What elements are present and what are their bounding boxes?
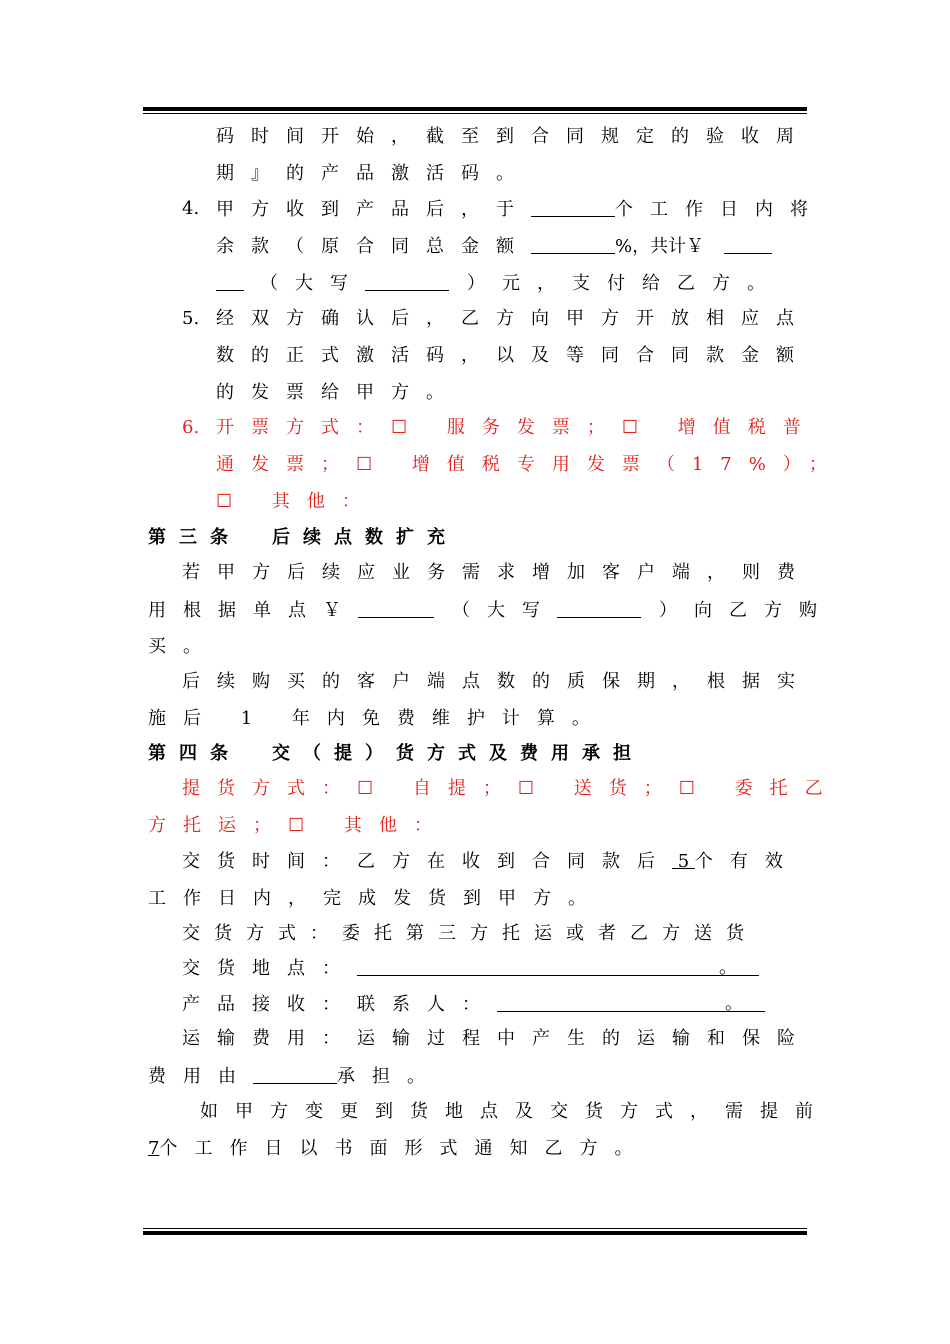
text-line: 费用由 承担。 [148,1066,442,1087]
delivery-options[interactable]: 方托运；☐ 其他： [148,815,449,836]
text-line: （大写 ）元，支付给乙方。 [216,272,782,295]
text-line: 买。 [148,636,218,657]
text-line: 若甲方后续应业务需求增加客户端，则费 [182,562,812,583]
invoice-options[interactable]: ☐ 其他： [216,491,377,512]
text-line: 如甲方变更到货地点及交货方式，需提前 [200,1101,830,1122]
amount-blank[interactable] [724,235,772,254]
text-line: 码时间开始，截至到合同规定的验收周 [216,126,811,147]
header-rule [143,107,807,114]
text-line: 交货方式：委托第三方托运或者乙方送货 [182,923,758,944]
text-line: 7个工作日以书面形式通知乙方。 [148,1138,650,1159]
delivery-options[interactable]: 提货方式：☐ 自提；☐ 送货；☐ 委托乙 [182,778,840,799]
invoice-options[interactable]: 开票方式：☐ 服务发票；☐ 增值税普 [216,417,818,438]
text-line: 交货时间：乙方在收到合同款后 5 个有效 [182,851,800,872]
text-line: 交货地点： 。 [182,957,759,980]
text-line: 甲方收到产品后，于 个工作日内将 [216,199,825,220]
section-heading: 第四条 交（提）货方式及费用承担 [148,743,644,764]
text-line: 的发票给甲方。 [216,382,461,403]
text-line: 后续购买的客户端点数的质保期，根据实 [182,671,812,692]
item-number: 5. [182,308,200,329]
section-heading: 第三条 后续点数扩充 [148,527,458,548]
text-line: 期』的产品激活码。 [216,163,531,184]
text-line: 数的正式激活码，以及等同合同款金额 [216,345,811,366]
text-line: 用根据单点￥ （大写 ）向乙方购 [148,600,834,621]
capital-amount-blank[interactable] [365,272,449,291]
percent-blank[interactable] [531,235,615,254]
notice-days-value: 7 [148,1138,160,1159]
delivery-days-value: 5 [672,851,695,872]
amount-blank-cont[interactable] [216,272,244,291]
contact-person-blank[interactable]: 。 [497,993,765,1012]
item-number: 6. [182,417,200,438]
text-line: 工作日内，完成发货到甲方。 [148,888,603,909]
days-blank[interactable] [531,198,615,217]
item-number: 4. [182,198,200,219]
text-line: 运输费用：运输过程中产生的运输和保险 [182,1028,812,1049]
footer-rule [143,1228,807,1235]
invoice-options[interactable]: 通发票；☐ 增值税专用发票（17%）； [216,454,844,475]
delivery-address-blank[interactable]: 。 [357,957,759,976]
text-line: 产品接收：联系人： 。 [182,993,765,1016]
freight-payer-blank[interactable] [253,1065,337,1084]
text-line: 经双方确认后，乙方向甲方开放相应点 [216,308,811,329]
unit-price-blank[interactable] [358,599,434,618]
capital-price-blank[interactable] [557,599,641,618]
text-line: 施后 1 年内免费维护计算。 [148,708,607,729]
text-line: 余款（原合同总金额 %，共计￥ [216,235,772,258]
